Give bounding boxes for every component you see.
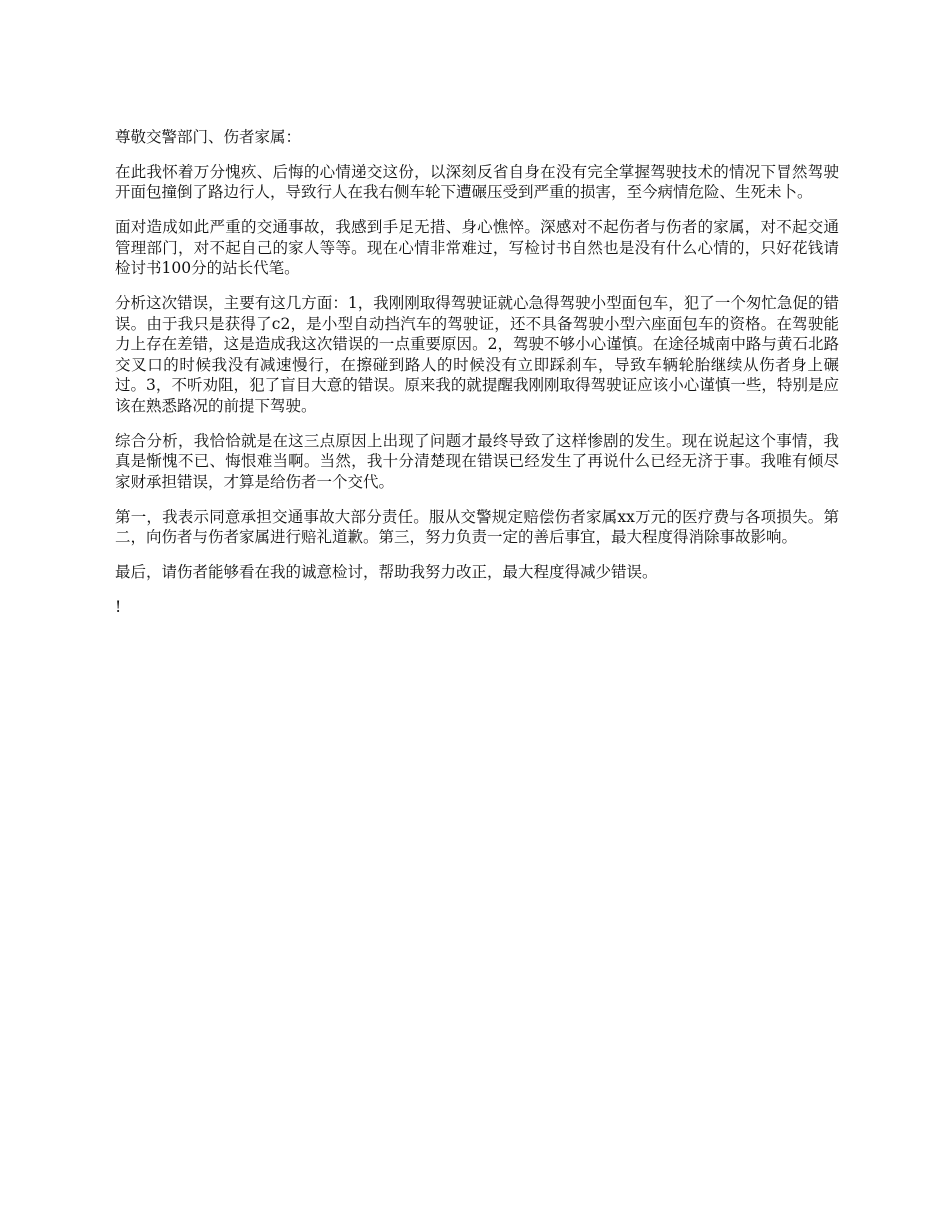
paragraph-remorse: 面对造成如此严重的交通事故，我感到手足无措、身心憔悴。深感对不起伤者与伤者的家属，对不起交通管理部门，对不起自己的家人等等。现在心情非常难过，写检讨书自然也是没有什么心情的，只好花钱请检讨书100分的站长代笔。: [115, 218, 839, 277]
paragraph-error-analysis: 分析这次错误，主要有这几方面：1，我刚刚取得驾驶证就心急得驾驶小型面包车，犯了一个匆忙急促的错误。由于我只是获得了c2，是小型自动挡汽车的驾驶证，还不具备驾驶小型六座面包车的资格。在驾驶能力上存在差错，这是造成我这次错误的一点重要原因。2，驾驶不够小心谨慎。在途径城南中路与黄石北路交叉口的时候我没有减速慢行，在擦碰到路人的时候没有立即踩刹车，导致车辆轮胎继续从伤者身上碾过。3，不听劝阻，犯了盲目大意的错误。原来我的就提醒我刚刚取得驾驶证应该小心谨慎一些，特别是应该在熟悉路况的前提下驾驶。: [115, 294, 839, 415]
paragraph-apology-intro: 在此我怀着万分愧疚、后悔的心情递交这份，以深刻反省自身在没有完全掌握驾驶技术的情况下冒然驾驶开面包撞倒了路边行人，导致行人在我右侧车轮下遭碾压受到严重的损害，至今病情危险、生死未卜。: [115, 162, 839, 201]
paragraph-closing: 最后，请伤者能够看在我的诚意检讨，帮助我努力改正，最大程度得减少错误。: [115, 563, 658, 581]
document-body: [115, 127, 839, 632]
salutation: 尊敬交警部门、伤者家属：: [115, 128, 302, 146]
paragraph-exclamation: !: [115, 598, 122, 616]
paragraph-commitments: 第一，我表示同意承担交通事故大部分责任。服从交警规定赔偿伤者家属xx万元的医疗费与各项损失。第二，向伤者与伤者家属进行赔礼道歉。第三，努力负责一定的善后事宜，最大程度得消除事故影响。: [115, 507, 839, 546]
paragraph-summary: 综合分析，我恰恰就是在这三点原因上出现了问题才最终导致了这样惨剧的发生。现在说起这个事情，我真是惭愧不已、悔恨难当啊。当然，我十分清楚现在错误已经发生了再说什么已经无济于事。我唯有倾尽家财承担错误，才算是给伤者一个交代。: [115, 431, 839, 491]
